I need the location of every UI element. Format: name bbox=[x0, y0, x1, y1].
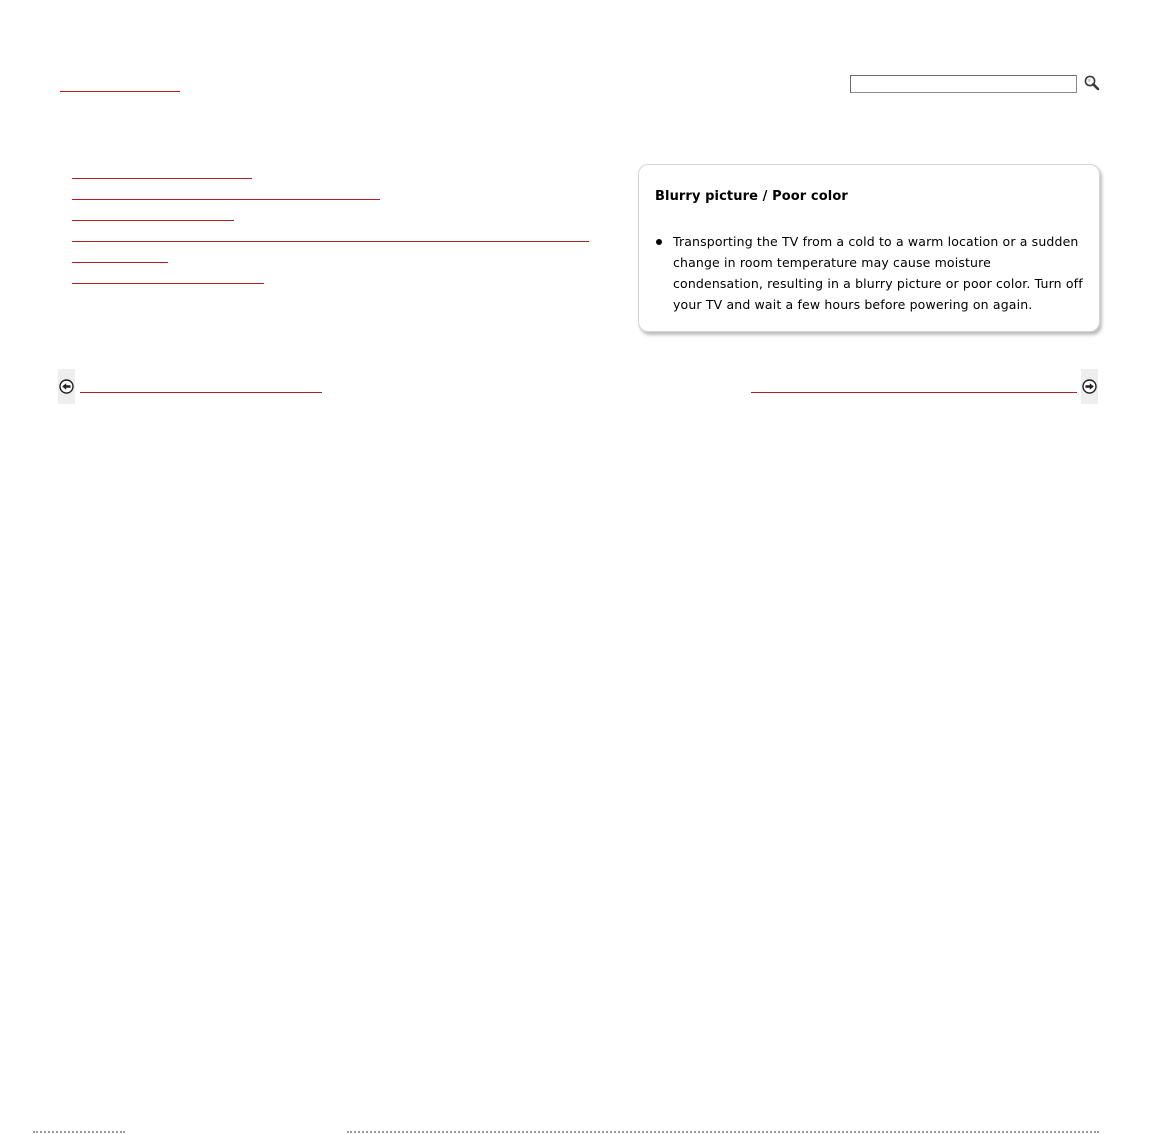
topic-link[interactable] bbox=[72, 178, 252, 179]
card-title: Blurry picture / Poor color bbox=[655, 189, 848, 204]
next-page-button[interactable] bbox=[1081, 369, 1098, 404]
circle-arrow-left-icon bbox=[59, 379, 74, 394]
topic-link[interactable] bbox=[72, 220, 234, 221]
next-page-link[interactable] bbox=[751, 380, 1077, 393]
card-bullet bbox=[655, 231, 1085, 315]
magnifier-icon bbox=[1083, 74, 1101, 92]
prev-page-button[interactable] bbox=[58, 369, 75, 404]
topic-link[interactable] bbox=[72, 283, 264, 284]
search-button[interactable] bbox=[1083, 74, 1101, 92]
prev-page-link[interactable] bbox=[80, 380, 322, 393]
topic-link[interactable] bbox=[72, 262, 168, 263]
search-input[interactable] bbox=[850, 75, 1077, 93]
card-bullet-list bbox=[655, 231, 1085, 315]
topic-link[interactable] bbox=[72, 241, 589, 242]
card-bullet-text: Transporting the TV from a cold to a warm location or a sudden change in room temperature may cause moisture condensation, resulting in a blurry picture or poor color. Turn off your TV and wait a few hours before powering on again. bbox=[673, 234, 1083, 312]
bullet-dot-icon bbox=[656, 239, 662, 245]
top-link[interactable] bbox=[60, 78, 180, 92]
topic-link[interactable] bbox=[72, 199, 380, 200]
info-card bbox=[638, 164, 1100, 332]
circle-arrow-right-icon bbox=[1082, 379, 1097, 394]
